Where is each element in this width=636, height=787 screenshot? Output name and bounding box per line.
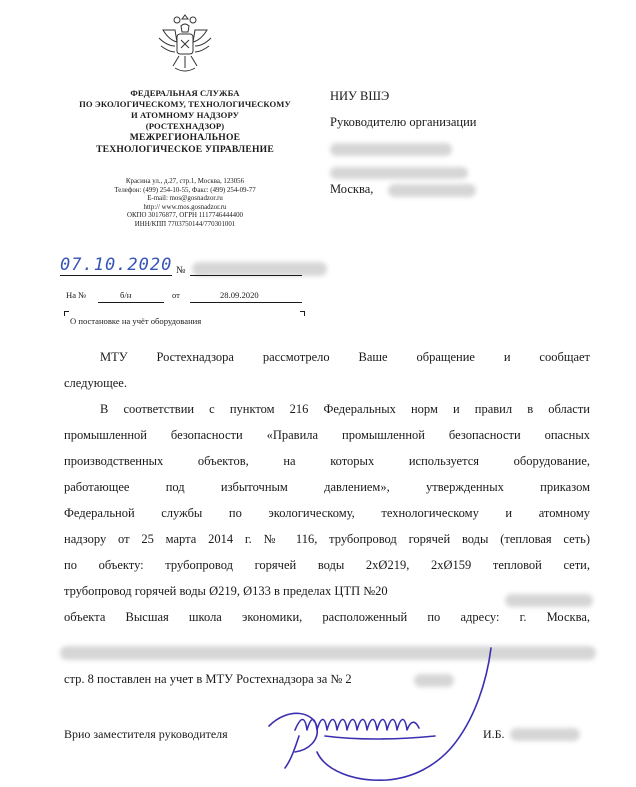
agency-line: (РОСТЕХНАДЗОР) [145, 121, 225, 131]
agency-line: ФЕДЕРАЛЬНАЯ СЛУЖБА [130, 88, 240, 98]
body-line: следующее. [64, 376, 127, 390]
final-line: стр. 8 поставлен на учет в МТУ Ростехнадзора за № 2 [64, 672, 352, 686]
ref-date-underline [190, 302, 302, 303]
body-line: МТУ Ростехнадзора рассмотрело Ваше обращение и сообщает [100, 350, 590, 364]
body-line: трубопровод горячей воды Ø219, Ø133 в пределах ЦТП №20 [64, 584, 388, 598]
agency-header [60, 88, 310, 156]
contact-line: Телефон: (499) 254-10-55, Факс: (499) 254-09-77 [114, 186, 256, 194]
body-line: работающее под избыточным давлением», утвержденных приказом [64, 480, 590, 494]
signer-position: Врио заместителя руководителя [64, 727, 228, 741]
department-line: ТЕХНОЛОГИЧЕСКОЕ УПРАВЛЕНИЕ [96, 144, 274, 155]
ref-label: На № [66, 290, 87, 300]
signer-initials: И.Б. [483, 727, 505, 741]
redacted-signer-surname [510, 728, 580, 741]
recipient-city: Москва, [330, 182, 374, 196]
body-line: Федеральной службы по экологическому, технологическому и атомному [64, 506, 590, 520]
contact-line: ОКПО 30176877, ОГРН 1117746444400 [126, 212, 244, 220]
body-line: В соответствии с пунктом 216 Федеральных норм и правил в области [100, 402, 590, 416]
handwritten-date: 07.10.2020 [60, 255, 173, 275]
agency-contacts [60, 178, 310, 230]
contact-line: E-mail: mos@gosnadzor.ru [147, 195, 223, 203]
agency-line: ПО ЭКОЛОГИЧЕСКОМУ, ТЕХНОЛОГИЧЕСКОМУ [79, 99, 291, 109]
subject-bracket-left [64, 311, 69, 316]
body-line: надзору от 25 марта 2014 г. № 116, трубопровод горячей воды (тепловая сеть) [64, 532, 590, 546]
ref-date: 28.09.2020 [220, 290, 259, 300]
body-line: по объекту: трубопровод горячей воды 2хØ219, 2хØ159 тепловой сети, [64, 558, 590, 572]
number-sign: № [176, 265, 186, 276]
recipient-org: НИУ ВШЭ [330, 89, 390, 103]
body-line: объекта Высшая школа экономики, расположенный по адресу: г. Москва, [64, 610, 590, 624]
department-line: МЕЖРЕГИОНАЛЬНОЕ [129, 132, 241, 143]
date-underline [60, 275, 172, 276]
redacted-outgoing-number [192, 262, 327, 276]
agency-line: И АТОМНОМУ НАДЗОРУ [130, 110, 239, 120]
ref-number: б/н [120, 290, 132, 300]
body-line: производственных объектов, на которых используется оборудование, [64, 454, 590, 468]
recipient-to: Руководителю организации [330, 115, 477, 129]
handwritten-signature [255, 640, 505, 786]
contact-line: Красина ул., д.27, стр.1, Москва, 123056 [125, 178, 245, 185]
contact-line: http:// www.mos.gosnadzor.ru [143, 203, 227, 211]
redacted-recipient-address [330, 167, 468, 179]
body-line: промышленной безопасности «Правила промышленной безопасности опасных [64, 428, 590, 442]
redacted-recipient-street [388, 184, 476, 197]
contact-line: ИНН/КПП 7703750144/770301001 [134, 220, 236, 228]
redacted-recipient-name [330, 143, 452, 156]
redacted-ctp-number [505, 594, 593, 607]
letter-body [64, 344, 590, 630]
subject-line: О постановке на учёт оборудования [70, 316, 202, 326]
ref-number-underline [98, 302, 164, 303]
coat-of-arms-emblem [155, 12, 215, 78]
number-underline [190, 275, 302, 276]
ref-from-label: от [172, 290, 180, 300]
subject-bracket-right [300, 311, 305, 316]
